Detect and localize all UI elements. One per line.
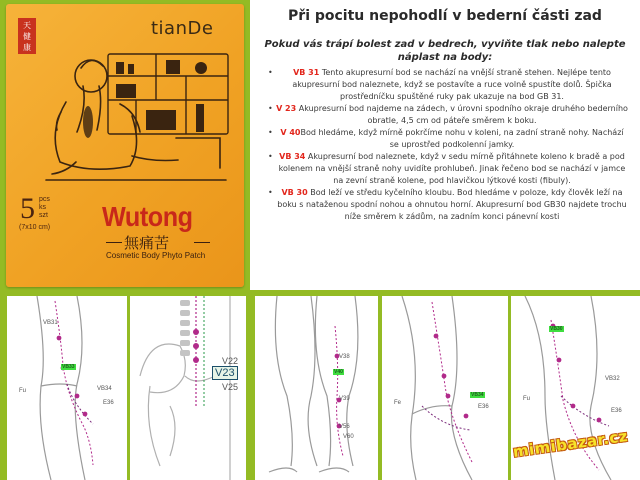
page-title: Při pocitu nepohodlí v bederní části zad bbox=[288, 8, 602, 24]
unit-pcs: pcs bbox=[39, 196, 50, 203]
point-description: Akupresurní bod naleznete, když v sedu mírně přitáhnete koleno k bradě a pod kolenem na vnější straně nohy uvidíte prohlubeň. Jinak řečeno bod se nachází v jamce na zevní straně kolene, pod hlavičkou lýtkové kosti (fibuly). bbox=[278, 152, 626, 185]
patch-size: (7x10 cm) bbox=[19, 224, 51, 231]
product-subtitle: Cosmetic Body Phyto Patch bbox=[106, 251, 206, 260]
unit-szt: szt bbox=[39, 212, 48, 219]
page-subtitle: Pokud vás trápí bolest zad v bedrech, vyviňte tlak nebo nalepte náplast na body: bbox=[264, 39, 626, 63]
product-packet-image bbox=[6, 4, 244, 287]
point-description: Tento akupresurní bod se nachází na vnější straně stehen. Nejlépe tento akupresurní bod naleznete, když se postavíte a ruce volně spustíte dolů. Špička prostředníčku spuštěné ruky pak ukazuje na bod GB 31. bbox=[292, 68, 612, 101]
bullet-icon: • bbox=[268, 152, 273, 161]
point-label-highlighted: VB33 bbox=[62, 364, 75, 370]
point-label: V56 bbox=[339, 424, 350, 430]
point-label: VB32 bbox=[605, 376, 620, 382]
point-code: VB 31 bbox=[293, 68, 320, 77]
unit-ks: ks bbox=[39, 204, 46, 211]
point-label: VB31 bbox=[43, 320, 58, 326]
list-item bbox=[268, 127, 628, 151]
point-label: E36 bbox=[103, 400, 114, 406]
sage-illustration bbox=[36, 42, 236, 192]
point-description: Bod leží ve středu kyčelního kloubu. Bod hledáme v poloze, kdy člověk leží na boku s nataženou spodní nohou a ohnutou horní. Akupresurní bod GB30 najdete trochu níže směrem k zádům, na zadním konci pánevní kosti bbox=[277, 188, 627, 221]
point-code: VB 30 bbox=[281, 188, 308, 197]
list-item bbox=[268, 103, 628, 127]
list-item bbox=[268, 67, 628, 103]
diagram-back-of-legs-v40 bbox=[255, 296, 378, 480]
bullet-icon: • bbox=[268, 68, 273, 77]
point-description: Akupresurní bod najdeme na zádech, v úrovni spodního okraje druhého bederního obratle, 4,5 cm od páteře směrem k boku. bbox=[296, 104, 628, 125]
point-label: V25 bbox=[222, 382, 239, 392]
point-label: Fu bbox=[19, 388, 27, 394]
point-label-highlighted: VB34 bbox=[471, 392, 484, 398]
point-label: V60 bbox=[343, 434, 354, 440]
knee-outline bbox=[382, 296, 508, 480]
product-name: Wutong bbox=[102, 201, 193, 232]
bullet-icon: • bbox=[268, 188, 273, 197]
point-label: E36 bbox=[478, 404, 489, 410]
point-label: Fu bbox=[523, 396, 531, 402]
diagram-knee-vb34 bbox=[382, 296, 508, 480]
brand-logo: tianDe bbox=[151, 18, 214, 39]
diagram-leg-side-vb31 bbox=[7, 296, 127, 480]
point-label-highlighted: V40 bbox=[334, 369, 343, 375]
legs-back-outline bbox=[255, 296, 378, 480]
info-text-panel bbox=[250, 0, 640, 290]
list-item bbox=[268, 187, 628, 223]
point-label-highlighted: V23 bbox=[212, 366, 238, 380]
point-label: V39 bbox=[339, 396, 350, 402]
point-label: VB34 bbox=[97, 386, 112, 392]
red-seal-stamp: 天 健 康 bbox=[18, 18, 36, 54]
diagram-lower-back-v23 bbox=[130, 296, 246, 480]
point-description: Bod hledáme, když mírně pokrčíme nohu v koleni, na zadní straně nohy. Nachází se uprostřed podkolenní jamky. bbox=[300, 128, 624, 149]
point-label: V38 bbox=[339, 354, 350, 360]
site-watermark: mimibazar.cz bbox=[511, 426, 629, 461]
point-label: Fe bbox=[394, 400, 402, 406]
point-label-highlighted: VB30 bbox=[550, 326, 563, 332]
bullet-icon: • bbox=[268, 104, 273, 113]
point-label: V22 bbox=[222, 356, 239, 366]
product-name-chinese: 無痛苦 bbox=[124, 234, 170, 252]
quantity-number: 5 bbox=[20, 192, 35, 225]
point-code: V 40 bbox=[280, 128, 301, 137]
point-code: V 23 bbox=[276, 104, 297, 113]
point-label: E36 bbox=[611, 408, 622, 414]
bullet-icon: • bbox=[268, 128, 273, 137]
divider bbox=[194, 242, 210, 243]
list-item bbox=[268, 151, 628, 187]
point-code: VB 34 bbox=[279, 152, 306, 161]
divider bbox=[106, 242, 122, 243]
acupressure-point-list bbox=[268, 67, 628, 223]
